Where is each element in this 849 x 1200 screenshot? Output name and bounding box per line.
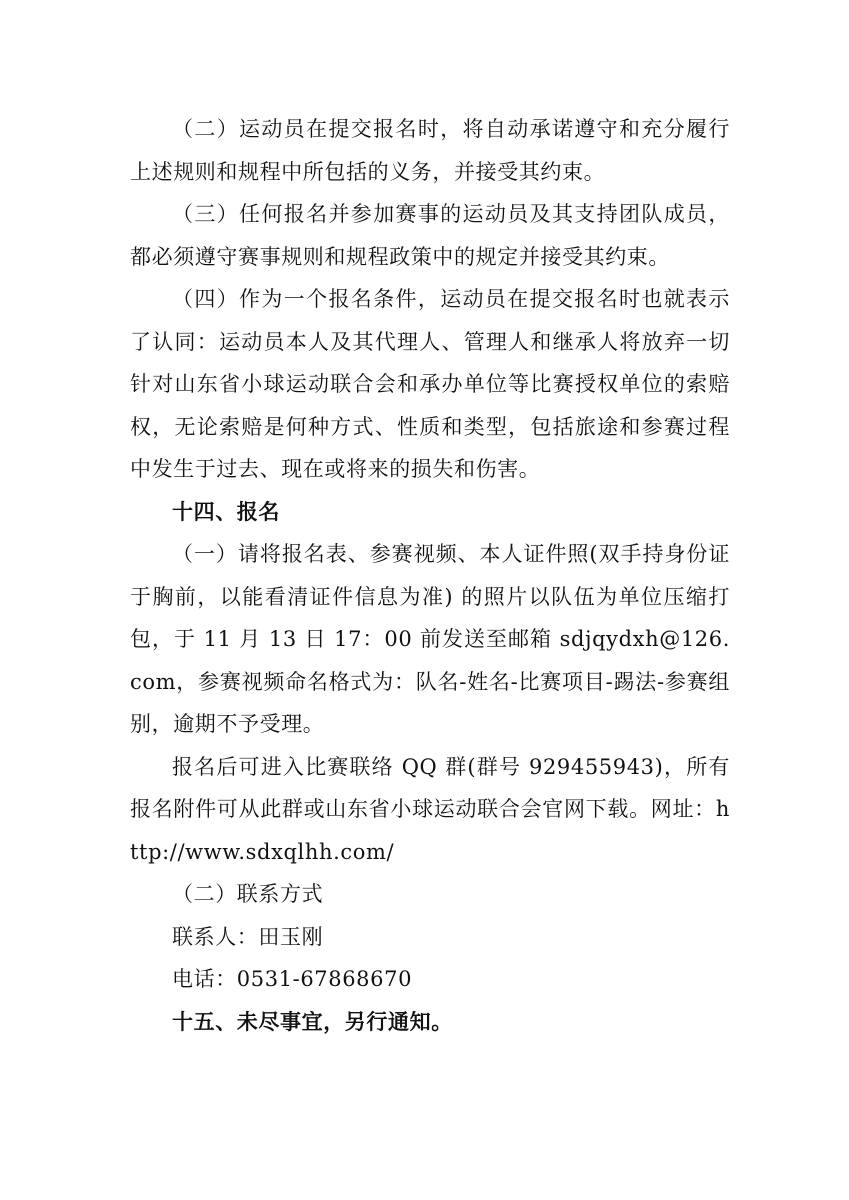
paragraph-waiver: （四）作为一个报名条件，运动员在提交报名时也就表示了认同：运动员本人及其代理人、管理人和继承人将放弃一切针对山东省小球运动联合会和承办单位等比赛授权单位的索赔权，无论索赔是何种方式、性质和类型，包括旅途和参赛过程中发生于过去、现在或将来的损失和伤害。 [130,287,730,481]
contact-person: 联系人：田玉刚 [172,924,324,949]
document-body [130,108,730,1043]
paragraph-team-compliance: （三）任何报名并参加赛事的运动员及其支持团队成员，都必须遵守赛事规则和规程政策中的规定并接受其约束。 [130,202,730,269]
section-14-heading: 十四、报名 [172,499,280,524]
section-15-heading: 十五、未尽事宜，另行通知。 [172,1009,453,1034]
contact-phone: 电话：0531-67868670 [172,967,413,991]
paragraph-qq-group-note: 报名后可进入比赛联络 QQ 群(群号 929455943)，所有报名附件可从此群或山东省小球运动联合会官网下载。网址：http://www.sdxqlhh.com/ [130,754,730,864]
contact-heading: （二）联系方式 [172,882,324,906]
paragraph-athlete-commitment: （二）运动员在提交报名时，将自动承诺遵守和充分履行上述规则和规程中所包括的义务，并接受其约束。 [130,117,730,184]
paragraph-registration-instructions: （一）请将报名表、参赛视频、本人证件照(双手持身份证于胸前，以能看清证件信息为准) 的照片以队伍为单位压缩打包，于 11 月 13 日 17：00 前发送至邮箱 sdjqydxh@126.com，参赛视频命名格式为：队名-姓名-比赛项目-踢法-参赛组别，逾期不予受理。 [130,542,730,736]
